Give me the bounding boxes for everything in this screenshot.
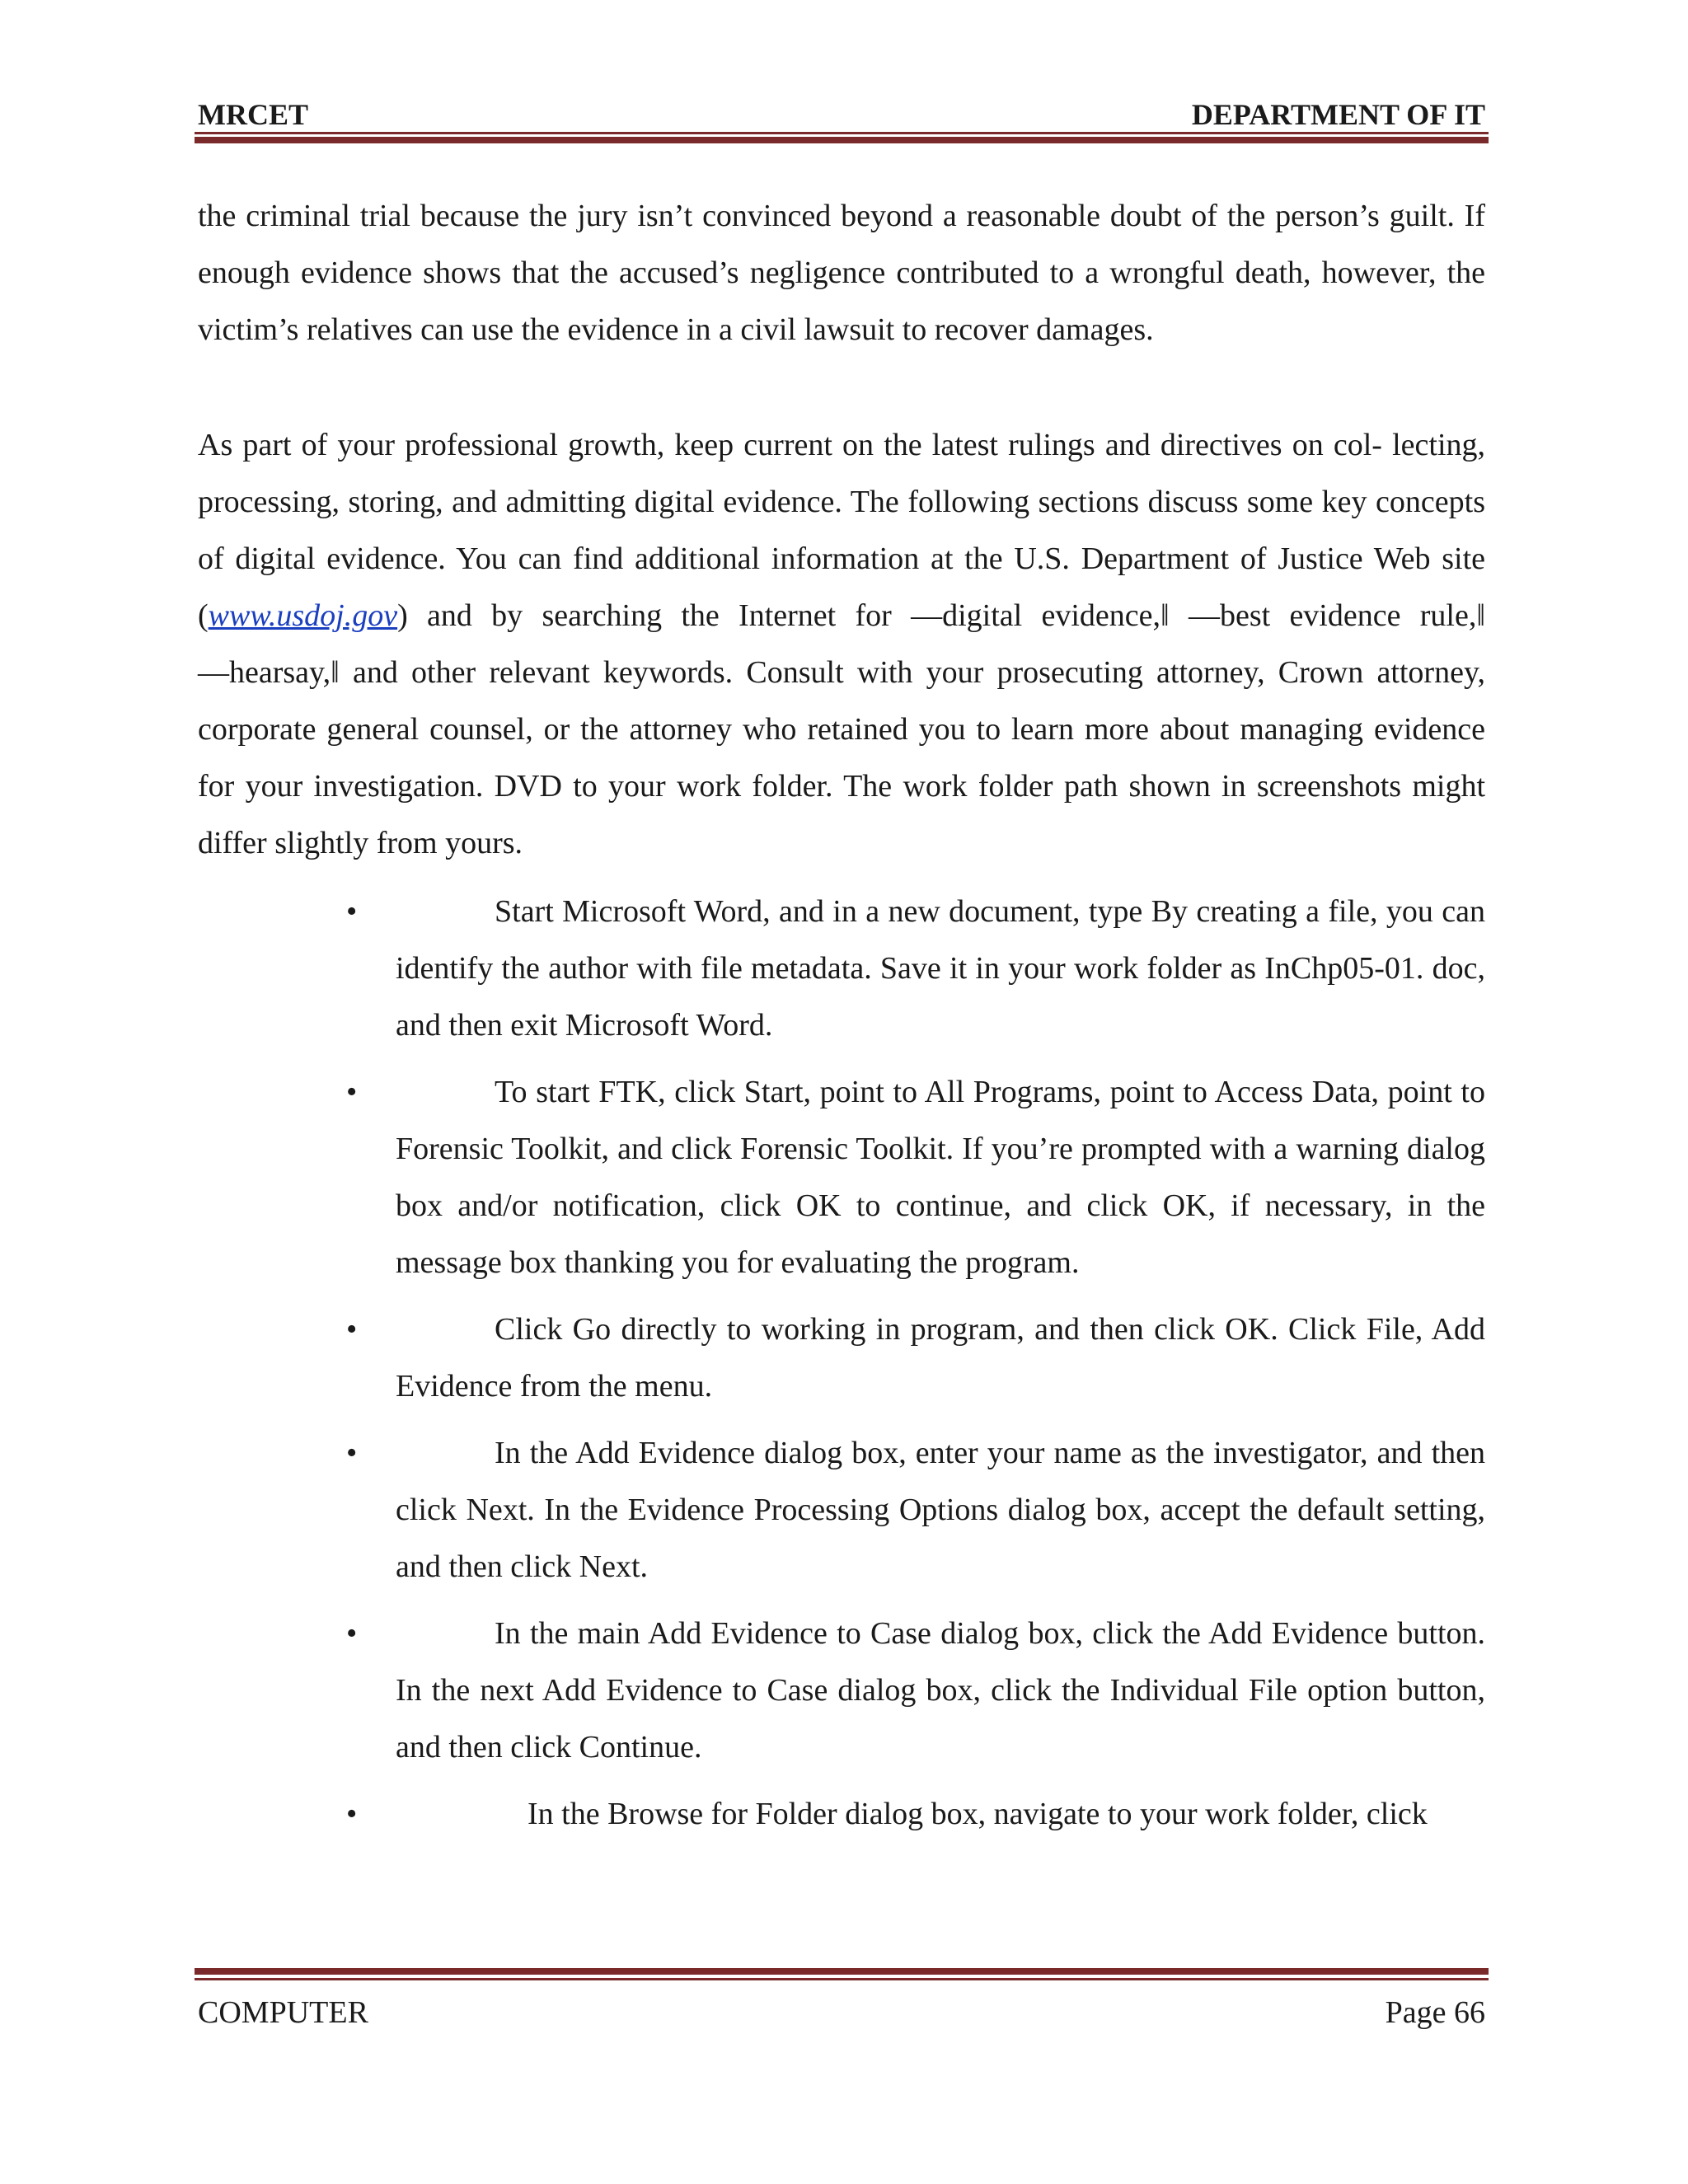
bullet-icon: • [346, 1616, 358, 1651]
bullet-icon: • [346, 1312, 358, 1347]
bullet-icon: • [346, 1075, 358, 1109]
header-rule-thick [195, 137, 1489, 143]
paragraph-2 [198, 417, 1485, 872]
list-item [198, 1064, 1485, 1291]
list-item [198, 1425, 1485, 1596]
list-item-text: To start FTK, click Start, point to All Programs, point to Access Data, point to Forensic Toolkit, and click Forensic Toolkit. If you’re prompted with a warning dialog box and/or notification, click OK to continue, and click OK, if necessary, in the message box thanking you for evaluating the program. [396, 1075, 1485, 1280]
list-item-text: Click Go directly to working in program, and then click OK. Click File, Add Evidence from the menu. [396, 1312, 1485, 1404]
list-item [198, 1786, 1485, 1843]
header-rule-thin [195, 132, 1489, 134]
bullet-icon: • [346, 894, 358, 929]
list-item-text: Start Microsoft Word, and in a new document, type By creating a file, you can identify the author with file metadata. Save it in your work folder as InChp05-01. doc, and then exit Microsoft Word. [396, 894, 1485, 1043]
footer-rule-thin [195, 1978, 1489, 1980]
paragraph-2-text-a: As part of your professional growth, keep current on the latest rulings and directives on col- lecting, processing, storing, and admitting digital evidence. The following sections discuss some key concepts of digital evidence. You can find additional information at the U.S. Department of Justice Web site ( [198, 428, 1485, 633]
list-item-text: In the Browse for Folder dialog box, navigate to your work folder, click [528, 1797, 1428, 1831]
usdoj-link[interactable]: www.usdoj.gov [208, 598, 398, 633]
paragraph-2-text-b: ) and by searching the Internet for ―digital evidence,‖ ―best evidence rule,‖ ―hearsay,‖ and other relevant keywords. Consult with your prosecuting attorney, Crown attorney, corporate general counsel, or the attorney who retained you to learn more about managing evidence for your investigation. DVD to your work folder. The work folder path shown in screenshots might differ slightly from yours. [198, 598, 1485, 860]
list-item [198, 1301, 1485, 1415]
paragraph-1: the criminal trial because the jury isn’t convinced beyond a reasonable doubt of the person’s guilt. If enough evidence shows that the accused’s negligence contributed to a wrongful death, however, the victim’s relatives can use the evidence in a civil lawsuit to recover damages. [198, 199, 1485, 347]
bullet-icon: • [346, 1436, 358, 1470]
list-item [198, 1605, 1485, 1776]
header-institution: MRCET [198, 98, 308, 131]
list-item-text: In the Add Evidence dialog box, enter your name as the investigator, and then click Next. In the Evidence Processing Options dialog box, accept the default setting, and then click Next. [396, 1436, 1485, 1584]
steps-list [198, 883, 1485, 1853]
list-item-text: In the main Add Evidence to Case dialog box, click the Add Evidence button. In the next Add Evidence to Case dialog box, click the Individual File option button, and then click Continue. [396, 1616, 1485, 1765]
footer-rule-thick [195, 1968, 1489, 1975]
footer-subject: COMPUTER [198, 1995, 368, 2030]
page-number: Page 66 [1385, 1995, 1485, 2030]
bullet-icon: • [346, 1797, 358, 1831]
header-department: DEPARTMENT OF IT [1191, 98, 1485, 131]
list-item [198, 883, 1485, 1054]
